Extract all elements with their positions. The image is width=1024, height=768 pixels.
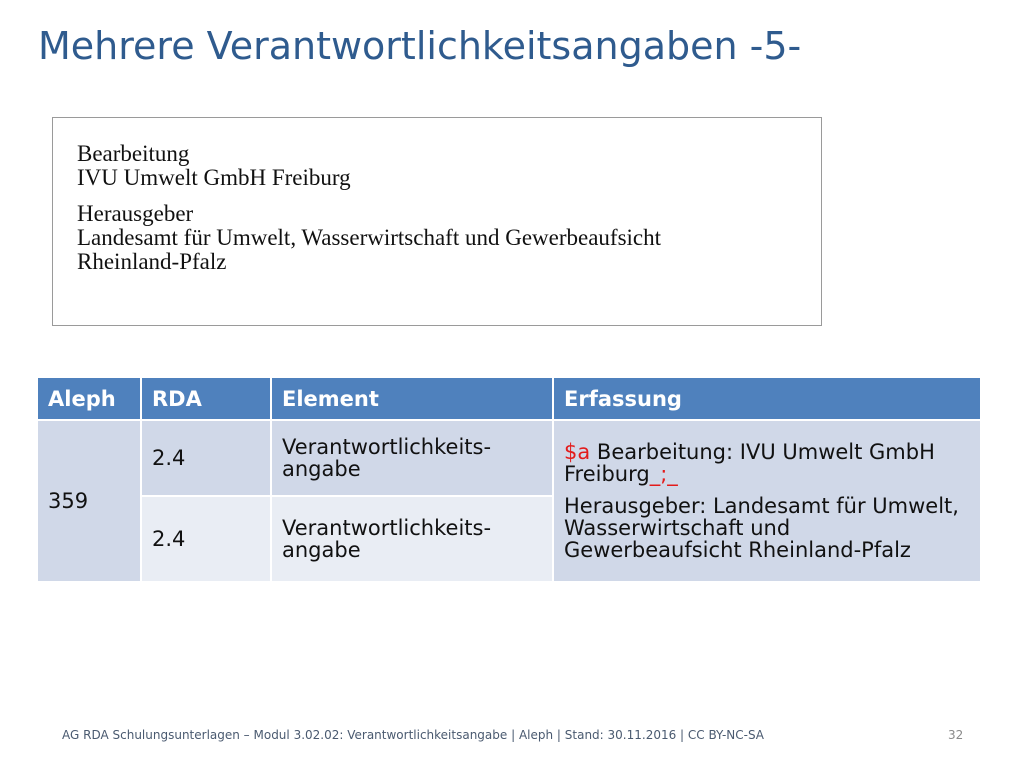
footer-text: AG RDA Schulungsunterlagen – Modul 3.02.02: Verantwortlichkeitsangabe | Aleph | Stand: 30.11.2016 | CC BY-NC-SA [62, 728, 765, 742]
scan-line-role-2: Herausgeber [77, 201, 194, 226]
scanned-title-page-excerpt [52, 117, 822, 326]
table-row [37, 420, 981, 496]
cell-erfassung [553, 420, 981, 582]
scan-line-name-2b: Rheinland-Pfalz [77, 249, 227, 274]
erfassung-part-1: Bearbeitung: IVU Umwelt GmbH Freiburg [564, 440, 935, 486]
cell-rda: 2.4 [141, 420, 271, 496]
scan-line-name-1: IVU Umwelt GmbH Freiburg [77, 165, 351, 190]
header-aleph: Aleph [37, 377, 141, 420]
header-erfassung: Erfassung [553, 377, 981, 420]
cell-rda: 2.4 [141, 496, 271, 582]
header-rda: RDA [141, 377, 271, 420]
erfassung-part-2: Herausgeber: Landesamt für Umwelt, Wasserwirtschaft und Gewerbeaufsicht Rheinland-Pfalz [564, 494, 959, 562]
table-header-row [37, 377, 981, 420]
cell-element: Verantwortlichkeits-angabe [271, 496, 553, 582]
erfassung-line-1 [564, 441, 970, 485]
page-number: 32 [948, 728, 964, 742]
separator: _;_ [649, 462, 678, 486]
cell-aleph: 359 [37, 420, 141, 582]
page-title: Mehrere Verantwortlichkeitsangaben -5- [38, 24, 802, 68]
scan-line-role-1: Bearbeitung [77, 141, 190, 166]
header-element: Element [271, 377, 553, 420]
cell-element: Verantwortlichkeits-angabe [271, 420, 553, 496]
cataloging-table [36, 376, 982, 583]
scan-line-name-2a: Landesamt für Umwelt, Wasserwirtschaft und Gewerbeaufsicht [77, 225, 662, 250]
subfield-code: $a [564, 440, 591, 464]
scan-text [77, 142, 661, 274]
